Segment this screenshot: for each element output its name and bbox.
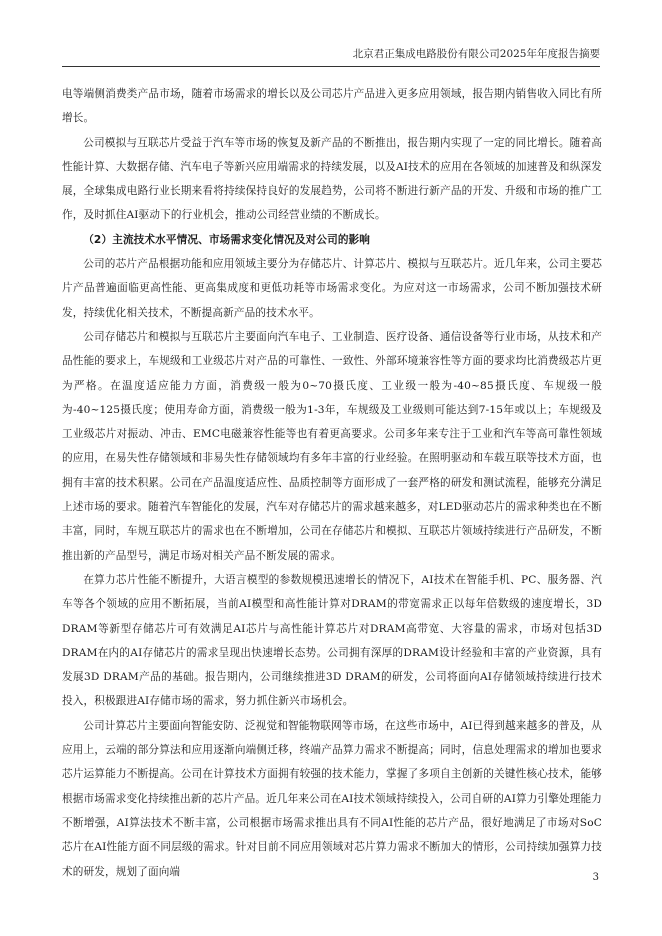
paragraph-4: 公司存储芯片和模拟与互联芯片主要面向汽车电子、工业制造、医疗设备、通信设备等行业市场，从技术和产品性能的要求上，车规级和工业级芯片对产品的可靠性、一致性、外部环境兼容性等方面的要求均比消费级芯片更为严格。在温度适应能力方面，消费级一般为0~70摄氏度、工业级一般为-40~85摄氏度、车规级一般为-40~125摄氏度；使用寿命方面，消费级一般为1-3年，车规级及工业级则可能达到7-15年或以上；车规级及工业级芯片对振动、冲击、EMC电磁兼容性能等也有着更高要求。公司多年来专注于工业和汽车等高可靠性领域的应用，在易失性存储领域和非易失性存储领域均有多年丰富的行业经验。在照明驱动和车载互联等技术方面，也拥有丰富的技术积累。公司在产品温度适应性、品质控制等方面形成了一套严格的研发和测试流程，能够充分满足上述市场的要求。随着汽车智能化的发展，汽车对存储芯片的需求越来越多，对LED驱动芯片的需求种类也在不断丰富，同时，车规互联芯片的需求也在不断增加，公司在存储芯片和模拟、互联芯片领域持续进行产品研发，不断推出新的产品型号，满足市场对相关产品不断发展的需求。 bbox=[62, 330, 602, 562]
page-number: 3 bbox=[592, 872, 599, 883]
paragraph-1: 电等端侧消费类产品市场，随着市场需求的增长以及公司芯片产品进入更多应用领域，报告期内销售收入同比有所增长。 bbox=[62, 88, 602, 125]
page-header bbox=[62, 46, 600, 67]
paragraph-2: 公司模拟与互联芯片受益于汽车等市场的恢复及新产品的不断推出，报告期内实现了一定的同比增长。随着高性能计算、大数据存储、汽车电子等新兴应用端需求的持续发展，以及AI技术的应用在各领域的加速普及和纵深发展，全球集成电路行业长期来看将持续保持良好的发展趋势，公司将不断进行新产品的开发、升级和市场的推广工作，及时抓住AI驱动下的行业机会，推动公司经营业绩的不断成长。 bbox=[62, 136, 602, 222]
section-heading: （2）主流技术水平情况、市场需求变化情况及对公司的影响 bbox=[83, 233, 371, 246]
paragraph-3: 公司的芯片产品根据功能和应用领域主要分为存储芯片、计算芯片、模拟与互联芯片。近几年来，公司主要芯片产品普遍面临更高性能、更高集成度和更低功耗等市场需求变化。为应对这一市场需求，公司不断加强技术研发，持续优化相关技术，不断提高新产品的技术水平。 bbox=[62, 258, 602, 319]
report-title: 北京君正集成电路股份有限公司2025年年度报告摘要 bbox=[352, 48, 600, 60]
paragraph-5: 在算力芯片性能不断提升，大语言模型的参数规模迅速增长的情况下，AI技术在智能手机、PC、服务器、汽车等各个领域的应用不断拓展，当前AI模型和高性能计算对DRAM的带宽需求正以每年倍数级的速度增长，3D DRAM等新型存储芯片可有效满足AI芯片与高性能计算芯片对DRAM高带宽、大容量的需求，市场对包括3D DRAM在内的AI存储芯片的需求呈现出快速增长态势。公司拥有深厚的DRAM设计经验和丰富的产业资源，具有发展3D DRAM产品的基础。报告期内，公司继续推进3D DRAM的研发，公司将面向AI存储领域持续进行技术投入，积极跟进AI存储市场的需求，努力抓住新兴市场机会。 bbox=[62, 573, 602, 708]
document-body bbox=[62, 82, 602, 884]
paragraph-6: 公司计算芯片主要面向智能安防、泛视觉和智能物联网等市场，在这些市场中，AI已得到越来越多的普及，从应用上，云端的部分算法和应用逐渐向端侧迁移，终端产品算力需求不断提高；同时，信息处理需求的增加也要求芯片运算能力不断提高。公司在计算技术方面拥有较强的技术能力，掌握了多项自主创新的关键性核心技术，能够根据市场需求变化持续推出新的芯片产品。近几年来公司在AI技术领域持续投入，公司自研的AI算力引擎处理能力不断增强，AI算法技术不断丰富，公司根据市场需求推出具有不同AI性能的芯片产品，很好地满足了市场对SoC芯片在AI性能方面不同层级的需求。针对目前不同应用领域对芯片算力需求不断加大的情形，公司持续加强算力技术的研发，规划了面向端 bbox=[62, 719, 602, 878]
